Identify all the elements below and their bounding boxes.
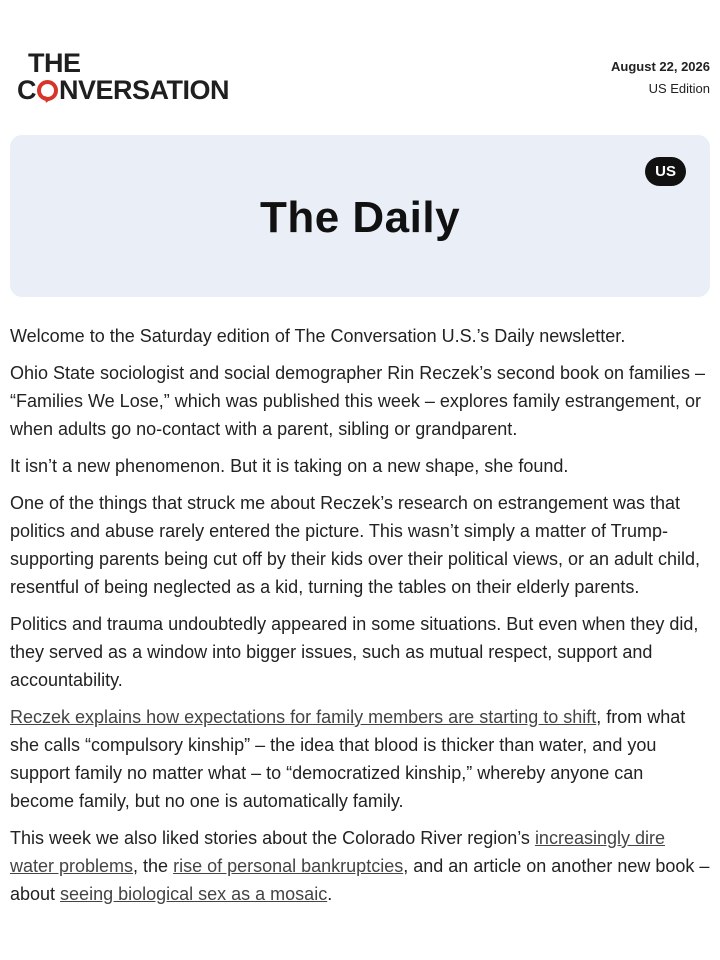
paragraph-other-stories [10,824,710,908]
edition-meta [611,56,710,100]
newsletter-body [10,322,710,917]
paragraph-politics: One of the things that struck me about Reczek’s research on estrangement was that politics and abuse rarely entered the picture. This wasn’t simply a matter of Trump-supporting parents being cut off by their kids over their political views, or an adult child, resentful of being neglected as a kid, turning the tables on their elderly parents. [10,493,701,597]
link-reczek-article[interactable]: Reczek explains how expectations for family members are starting to shift [10,707,597,727]
edition-badge: US [645,157,686,186]
kinship-text: , from what she calls “compulsory kinship” – the idea that blood is thicker than water, and you support family no matter what – to “democratized kinship,” whereby anyone can become family, but no one is automatically family. [10,707,686,811]
paragraph-trauma: Politics and trauma undoubtedly appeared in some situations. But even when they did, they served as a window into bigger issues, such as mutual respect, support and accountability. [10,614,699,690]
newsletter-header [0,0,720,120]
the-conversation-logo[interactable] [17,50,229,104]
paragraph-intro: Welcome to the Saturday edition of The Conversation U.S.’s Daily newsletter. [10,326,626,346]
link-biological-sex[interactable]: seeing biological sex as a mosaic [60,884,328,904]
other-stories-text-d: . [327,884,333,904]
other-stories-text-a: This week we also liked stories about the Colorado River region’s [10,828,535,848]
logo-line-2 [17,77,229,104]
logo-rest: NVERSATION [59,75,230,105]
link-bankruptcies[interactable]: rise of personal bankruptcies [173,856,404,876]
other-stories-text-b: , the [133,856,174,876]
other-stories-text-c: , and an article on another new book – about [10,856,710,904]
paragraph-kinship [10,703,710,815]
logo-line-1: THE [28,48,81,78]
daily-banner [10,135,710,297]
logo-letter-c: C [17,75,36,105]
speech-bubble-icon [37,80,58,101]
paragraph-book: Ohio State sociologist and social demographer Rin Reczek’s second book on families – “Families We Lose,” which was published this week – explores family estrangement, or when adults go no-contact with a parent, sibling or grandparent. [10,363,706,439]
link-colorado-river[interactable]: increasingly dire water problems [10,828,665,876]
paragraph-phenomenon: It isn’t a new phenomenon. But it is taking on a new shape, she found. [10,456,569,476]
edition-label: US Edition [648,81,710,96]
banner-title: The Daily [259,193,461,242]
issue-date: August 22, 2026 [611,59,710,74]
